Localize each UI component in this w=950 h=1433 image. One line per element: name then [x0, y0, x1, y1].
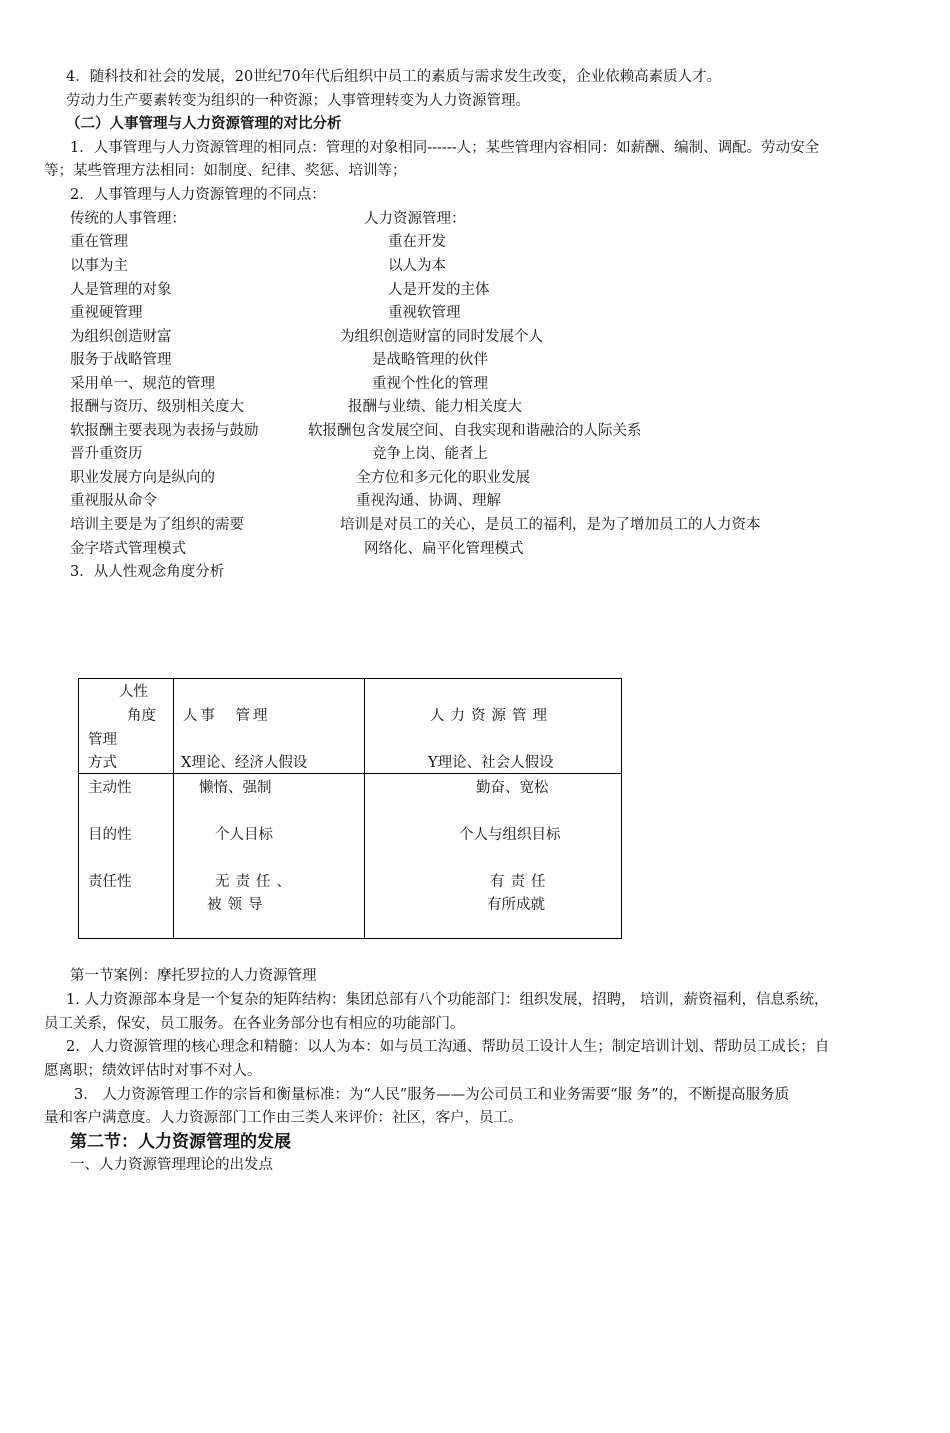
section-heading-comparison: （二）人事管理与人力资源管理的对比分析 [66, 115, 342, 132]
case-point-3-line1: 3. 人力资源管理工作的宗旨和衡量标准：为“人民”服务——为公司员工和业务需要“服 务”的，不断提高服务质 [74, 1087, 790, 1103]
comparison-left: 重在管理 [70, 234, 128, 250]
paragraph-reason-4: 4．随科技和社会的发展，20世纪70年代后组织中员工的素质与需求发生改变，企业依赖高素质人才。 [66, 69, 722, 85]
comparison-right: 重在开发 [388, 234, 446, 250]
paragraph-differences-intro: 2．人事管理与人力资源管理的不同点： [70, 187, 326, 203]
table-divider [79, 773, 621, 774]
table-corner-text: 管理 [88, 732, 117, 748]
comparison-left: 报酬与资历、级别相关度大 [70, 399, 244, 415]
table-cell: 个人目标 [215, 827, 273, 843]
comparison-left: 职业发展方向是纵向的 [70, 470, 215, 486]
table-col1-title: 人事 管理 [183, 708, 271, 724]
table-cell: 被领导 [207, 897, 269, 913]
comparison-left: 以事为主 [70, 258, 128, 274]
case-point-3-line2: 量和客户满意度。人力资源部门工作由三类人来评价：社区，客户，员工。 [44, 1110, 523, 1126]
comparison-left: 重视硬管理 [70, 305, 143, 321]
table-cell: 个人与组织目标 [459, 827, 561, 843]
case-point-2-line2: 愿离职；绩效评估时对事不对人。 [44, 1063, 262, 1079]
section-2-title: 第二节：人力资源管理的发展 [70, 1132, 291, 1152]
comparison-right: 是战略管理的伙伴 [372, 352, 488, 368]
table-cell: 无责任、 [215, 874, 297, 890]
table-corner-text: 方式 [88, 755, 117, 771]
case-point-1-line1: 1. 人力资源部本身是一个复杂的矩阵结构：集团总部有八个功能部门：组织发展，招聘， 培训，薪资福利，信息系统， [66, 992, 829, 1008]
paragraph-similarities-line2: 等；某些管理方法相同：如制度、纪律、奖惩、培训等； [44, 163, 407, 179]
paragraph-similarities-line1: 1．人事管理与人力资源管理的相同点：管理的对象相同------人；某些管理内容相同：如薪酬、编制、调配。劳动安全 [70, 140, 820, 156]
table-row-label: 主动性 [88, 780, 132, 796]
comparison-right: 重视沟通、协调、理解 [356, 493, 501, 509]
section-2-subheading: 一、人力资源管理理论的出发点 [70, 1157, 273, 1173]
table-cell: 勤奋、宽松 [476, 780, 549, 796]
comparison-left: 培训主要是为了组织的需要 [70, 517, 244, 533]
comparison-right: 重视个性化的管理 [372, 376, 488, 392]
table-corner-text: 角度 [127, 708, 156, 724]
case-point-1-line2: 员工关系，保安，员工服务。在各业务部分也有相应的功能部门。 [44, 1016, 465, 1032]
comparison-right: 网络化、扁平化管理模式 [364, 541, 524, 557]
comparison-right: 全方位和多元化的职业发展 [356, 470, 530, 486]
comparison-left: 晋升重资历 [70, 446, 143, 462]
table-row-label: 责任性 [88, 874, 132, 890]
comparison-right: 竞争上岗、能者上 [372, 446, 488, 462]
comparison-left: 人是管理的对象 [70, 282, 172, 298]
table-corner-text: 人性 [119, 684, 148, 700]
table-divider [173, 679, 174, 938]
comparison-right: 重视软管理 [388, 305, 461, 321]
comparison-left: 采用单一、规范的管理 [70, 376, 215, 392]
table-col2-theory: Y理论、社会人假设 [428, 755, 554, 771]
table-cell: 有所成就 [487, 897, 545, 913]
paragraph-human-nature: 3．从人性观念角度分析 [70, 564, 225, 580]
comparison-right: 为组织创造财富的同时发展个人 [340, 329, 543, 345]
comparison-right: 以人为本 [388, 258, 446, 274]
human-nature-table [78, 678, 622, 939]
comparison-right: 报酬与业绩、能力相关度大 [348, 399, 522, 415]
table-cell: 懒惰、强制 [199, 780, 272, 796]
table-row-label: 目的性 [88, 827, 132, 843]
comparison-right: 培训是对员工的关心，是员工的福利，是为了增加员工的人力资本 [340, 517, 761, 533]
table-col2-title: 人力资源管理 [430, 708, 553, 724]
comparison-right: 软报酬包含发展空间、自我实现和谐融洽的人际关系 [308, 423, 642, 439]
comparison-left: 软报酬主要表现为表扬与鼓励 [70, 423, 259, 439]
comparison-right-header: 人力资源管理： [364, 211, 466, 227]
table-cell: 有责任 [490, 874, 552, 890]
comparison-left: 重视服从命令 [70, 493, 157, 509]
comparison-left: 为组织创造财富 [70, 329, 172, 345]
case-point-2-line1: 2．人力资源管理的核心理念和精髓：以人为本：如与员工沟通、帮助员工设计人生；制定培训计划、帮助员工成长；自 [66, 1039, 830, 1055]
comparison-left: 服务于战略管理 [70, 352, 172, 368]
paragraph-transition: 劳动力生产要素转变为组织的一种资源；人事管理转变为人力资源管理。 [66, 93, 530, 109]
case-title: 第一节案例：摩托罗拉的人力资源管理 [70, 968, 317, 984]
comparison-right: 人是开发的主体 [388, 282, 490, 298]
comparison-left: 金字塔式管理模式 [70, 541, 186, 557]
comparison-left-header: 传统的人事管理： [70, 211, 186, 227]
table-divider [364, 679, 365, 938]
table-col1-theory: X理论、经济人假设 [181, 755, 308, 771]
